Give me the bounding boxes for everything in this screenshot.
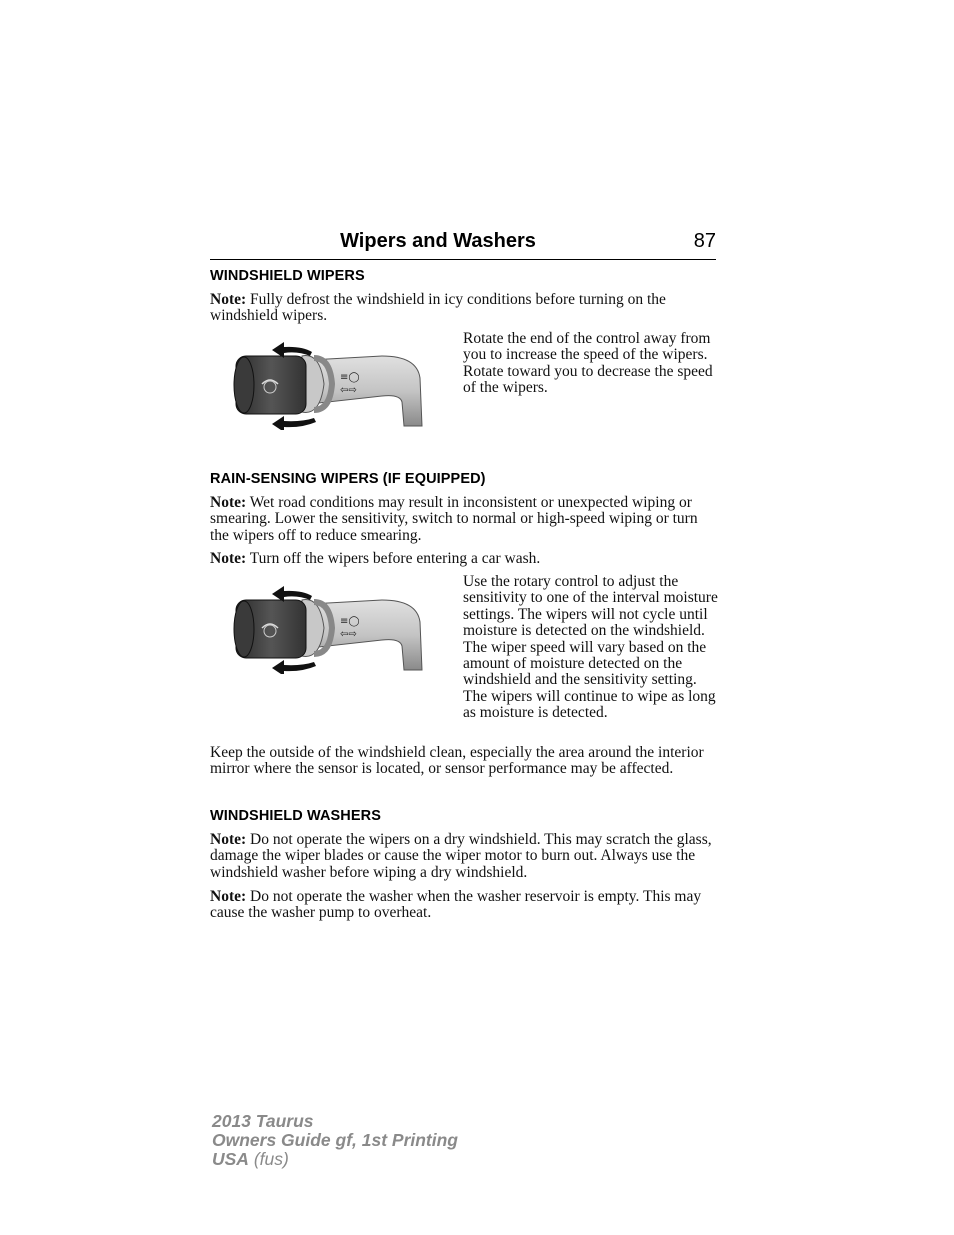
windshield-clean-paragraph: Keep the outside of the windshield clean, especially the area around the interior mirror where the sensor is located, or sensor performance may be affected. (210, 744, 704, 778)
footer-region (212, 1150, 458, 1169)
note-text: Fully defrost the windshield in icy conditions before turning on the windshield wipers. (210, 291, 666, 325)
note-label: Note: (210, 494, 247, 511)
wipers-note (210, 292, 716, 325)
note-label: Note: (210, 550, 247, 567)
note-text: Do not operate the wipers on a dry windshield. This may scratch the glass, damage the wiper blades or cause the wiper motor to burn out. Always use the windshield washer before wiping a dry windshield. (210, 831, 712, 881)
svg-text:⇦⇨: ⇦⇨ (340, 629, 357, 640)
note-text: Wet road conditions may result in inconsistent or unexpected wiping or smearing. Lower the sensitivity, switch to normal or high-speed wiping or turn the wipers off to reduce smearing. (210, 494, 698, 544)
svg-text:≡◯: ≡◯ (340, 372, 360, 383)
svg-text:⇦⇨: ⇦⇨ (340, 385, 357, 396)
note-label: Note: (210, 888, 247, 905)
page-header (210, 228, 716, 260)
footer-region-country: USA (212, 1149, 249, 1169)
wiper-control-illustration (232, 338, 424, 430)
footer-model: 2013 Taurus (212, 1111, 314, 1131)
note-text: Do not operate the washer when the washer reservoir is empty. This may cause the washer pump to overheat. (210, 888, 702, 922)
footer-printing: Owners Guide gf, 1st Printing (212, 1130, 458, 1150)
note-text: Turn off the wipers before entering a car wash. (246, 550, 541, 567)
svg-text:≡◯: ≡◯ (340, 616, 360, 627)
chapter-title: Wipers and Washers (340, 230, 536, 252)
rotate-instructions: Rotate the end of the control away from you to increase the speed of the wipers. Rotate toward you to decrease the speed of the wipers. (463, 330, 713, 397)
rain-sensing-heading: RAIN-SENSING WIPERS (IF EQUIPPED) (210, 471, 486, 487)
page-number: 87 (693, 230, 716, 252)
windshield-wipers-heading: WINDSHIELD WIPERS (210, 268, 365, 284)
washers-note-2 (210, 889, 716, 922)
rain-sensing-control-illustration (232, 582, 424, 674)
page-footer (212, 1112, 458, 1169)
rain-note-1 (210, 495, 716, 544)
rain-note-2 (210, 551, 716, 567)
note-label: Note: (210, 291, 247, 308)
washers-note-1 (210, 832, 716, 881)
rotary-sensitivity-instructions: Use the rotary control to adjust the sensitivity to one of the interval moisture settings. The wipers will not cycle until moisture is detected on the windshield. The wiper speed will vary based on the amount of moisture detected on the windshield and the sensitivity setting. The wipers will continue to wipe as long as moisture is detected. (463, 573, 718, 722)
windshield-washers-heading: WINDSHIELD WASHERS (210, 808, 381, 824)
note-label: Note: (210, 831, 247, 848)
footer-region-code: (fus) (248, 1149, 289, 1169)
